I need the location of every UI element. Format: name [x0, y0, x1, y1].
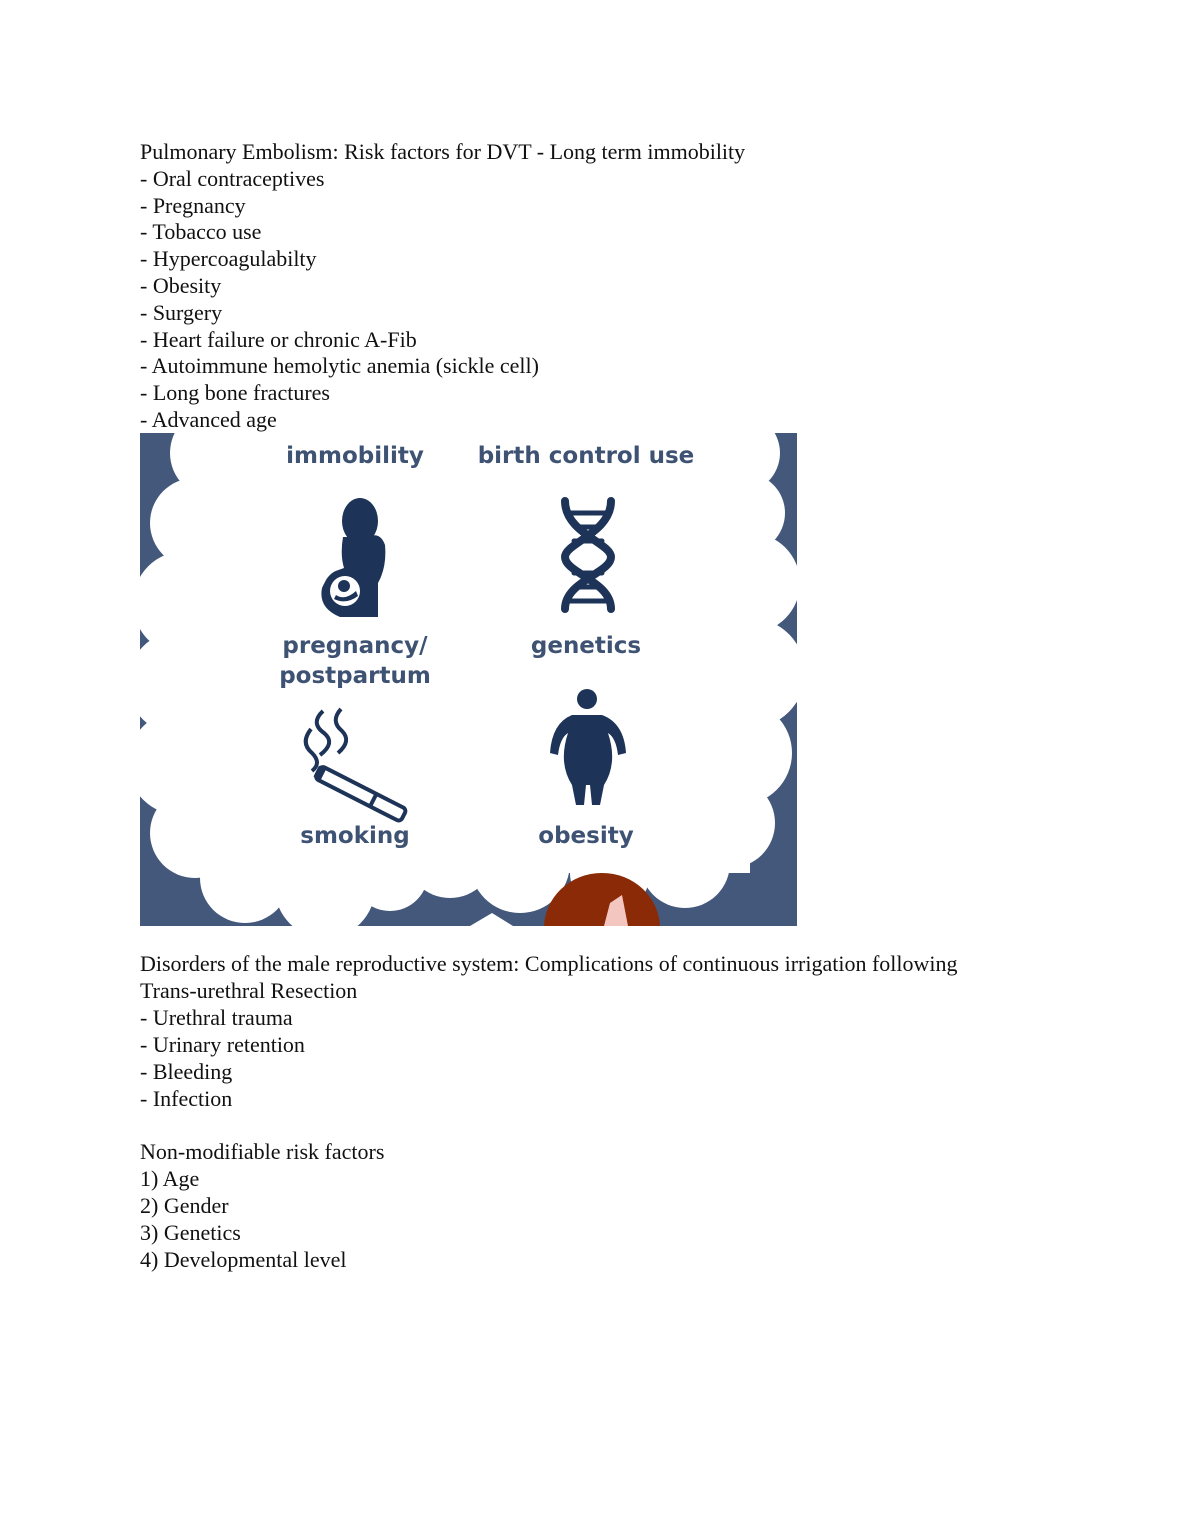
list-item: - Urinary retention [140, 1032, 305, 1057]
list-item: - Hypercoagulabilty [140, 246, 317, 271]
label-postpartum: postpartum [279, 663, 431, 689]
list-item: - Surgery [140, 300, 223, 325]
section1-title: Pulmonary Embolism: Risk factors for DVT - Long term immobility [140, 139, 746, 164]
section2-title-cont: Trans-urethral Resection [140, 978, 358, 1003]
section2-title: Disorders of the male reproductive system: Complications of continuous irrigation following [140, 951, 958, 976]
list-item: - Heart failure or chronic A-Fib [140, 327, 417, 352]
list-item: - Tobacco use [140, 219, 262, 244]
list-item: 2) Gender [140, 1193, 229, 1218]
list-item: - Pregnancy [140, 193, 246, 218]
label-pregnancy: pregnancy/ [282, 633, 428, 659]
label-genetics: genetics [530, 633, 642, 659]
thought-cloud [140, 433, 797, 926]
list-item: 3) Genetics [140, 1220, 241, 1245]
list-item: 1) Age [140, 1166, 200, 1191]
list-item: - Urethral trauma [140, 1005, 293, 1030]
list-item: - Advanced age [140, 407, 277, 432]
label-immobility: immobility [286, 443, 424, 469]
list-item: - Autoimmune hemolytic anemia (sickle cell) [140, 353, 539, 378]
section3-title: Non-modifiable risk factors [140, 1139, 385, 1164]
label-birth-control: birth control use [477, 443, 695, 469]
label-smoking: smoking [300, 823, 410, 849]
list-item: - Infection [140, 1086, 233, 1111]
list-item: - Obesity [140, 273, 222, 298]
list-item: - Bleeding [140, 1059, 233, 1084]
list-item: 4) Developmental level [140, 1247, 347, 1272]
list-item: - Long bone fractures [140, 380, 330, 405]
label-obesity: obesity [538, 823, 634, 849]
list-item: - Oral contraceptives [140, 166, 325, 191]
risk-factors-figure [140, 433, 797, 926]
